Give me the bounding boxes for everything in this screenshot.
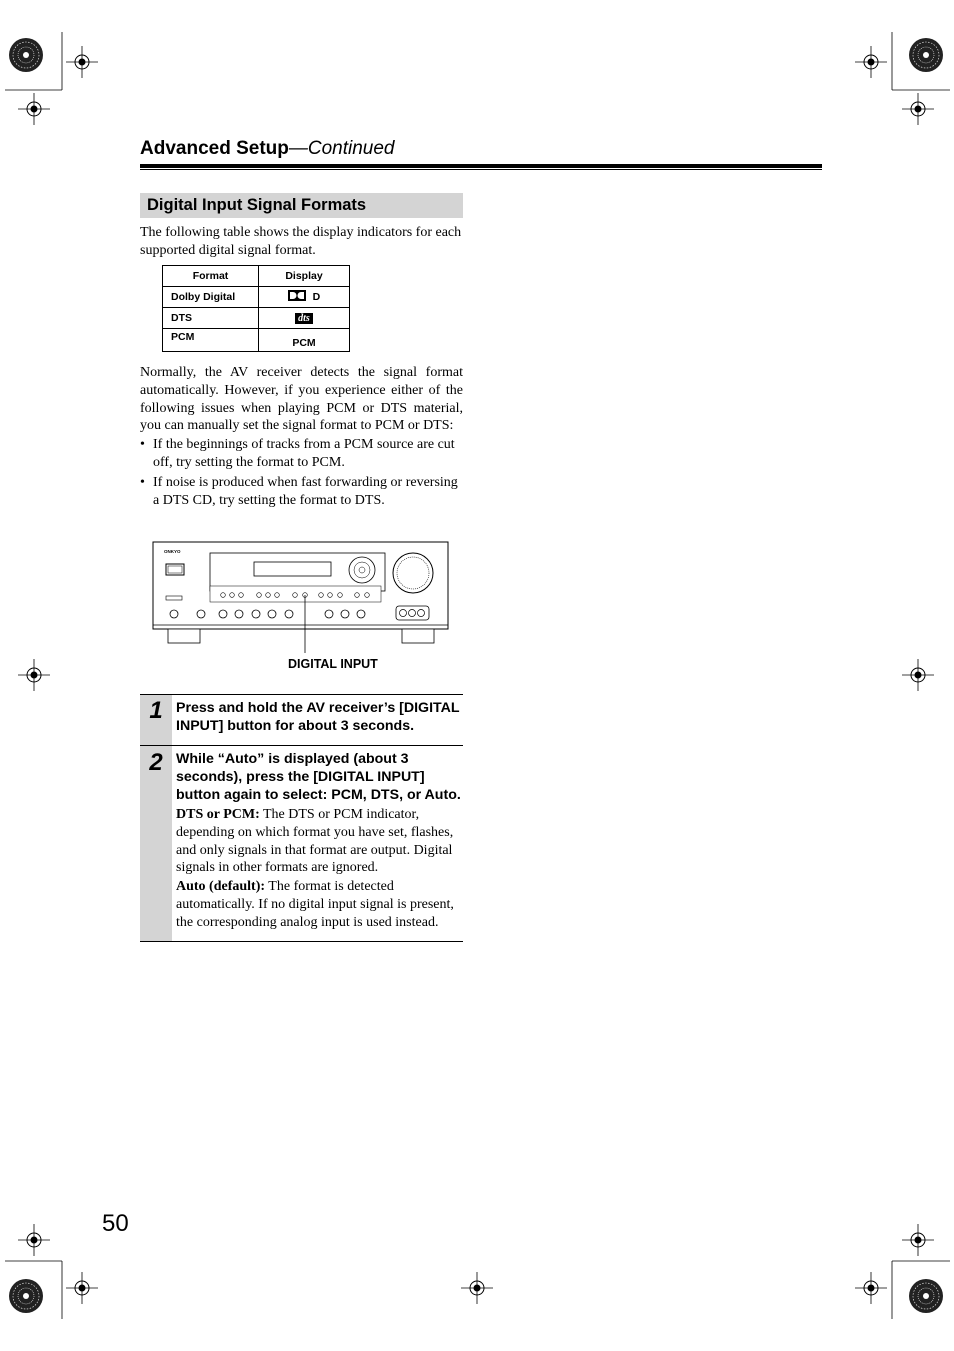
section-title: Digital Input Signal Formats bbox=[147, 196, 367, 214]
header-rule bbox=[140, 164, 822, 168]
page-number: 50 bbox=[102, 1210, 129, 1237]
receiver-front-panel-illustration bbox=[150, 540, 452, 665]
dolby-d-label: D bbox=[312, 290, 321, 303]
step-heading: Press and hold the AV receiver’s [DIGITAL INPUT] button for about 3 seconds. bbox=[176, 700, 460, 734]
dts-logo-icon bbox=[295, 313, 313, 324]
digital-input-callout-label: DIGITAL INPUT bbox=[288, 657, 378, 671]
bullet-text: If noise is produced when fast forwarding or reversing a DTS CD, try setting the format to DTS. bbox=[153, 475, 458, 508]
header-title: Advanced Setup bbox=[140, 138, 289, 159]
step-1 bbox=[140, 694, 463, 746]
step-2 bbox=[140, 745, 463, 942]
item-term: DTS or PCM: bbox=[176, 807, 260, 822]
table-row bbox=[163, 329, 350, 352]
step-item-auto bbox=[176, 878, 463, 931]
format-cell: PCM bbox=[163, 329, 259, 352]
bullet-text: If the beginnings of tracks from a PCM source are cut off, try setting the format to PCM. bbox=[153, 437, 455, 470]
step-item-dts-pcm bbox=[176, 806, 463, 877]
step-heading: While “Auto” is displayed (about 3 seconds), press the [DIGITAL INPUT] button again to select: PCM, DTS, or Auto. bbox=[176, 751, 461, 803]
dolby-digital-logo-icon bbox=[288, 290, 306, 304]
item-text: The format is detected automatically. If no digital input signal is present, the corresponding analog input is used instead. bbox=[176, 879, 454, 930]
format-cell: DTS bbox=[163, 308, 259, 329]
intro-paragraph: The following table shows the display indicators for each supported digital signal format. bbox=[140, 225, 462, 258]
item-term: Auto (default): bbox=[176, 879, 266, 894]
table-header-display: Display bbox=[259, 266, 350, 287]
table-header-row bbox=[163, 266, 350, 287]
item-text: The DTS or PCM indicator, depending on which format you have set, flashes, and only signals in that format are output. Digital signals in other formats are ignored. bbox=[176, 807, 454, 876]
brand-logo: ONKYO bbox=[164, 549, 181, 554]
page-header bbox=[140, 138, 395, 160]
table-row bbox=[163, 287, 350, 308]
header-continued: —Continued bbox=[288, 138, 395, 159]
format-cell: Dolby Digital bbox=[163, 287, 259, 308]
bullet-dot: • bbox=[140, 437, 145, 452]
bullet-dot: • bbox=[140, 475, 145, 490]
dts-logo-text: dts bbox=[298, 312, 310, 324]
display-cell bbox=[259, 287, 350, 308]
format-table bbox=[162, 265, 350, 352]
step-number: 2 bbox=[149, 749, 163, 776]
body-paragraph: Normally, the AV receiver detects the signal format automatically. However, if you experience either of the following issues when playing PCM or DTS material, you can manually set the signal format to PCM or DTS: bbox=[140, 365, 463, 434]
table-row bbox=[163, 308, 350, 329]
display-cell bbox=[259, 308, 350, 329]
header-rule-thin bbox=[140, 169, 822, 170]
display-cell: PCM bbox=[259, 329, 350, 352]
table-header-format: Format bbox=[163, 266, 259, 287]
step-number: 1 bbox=[149, 697, 163, 724]
